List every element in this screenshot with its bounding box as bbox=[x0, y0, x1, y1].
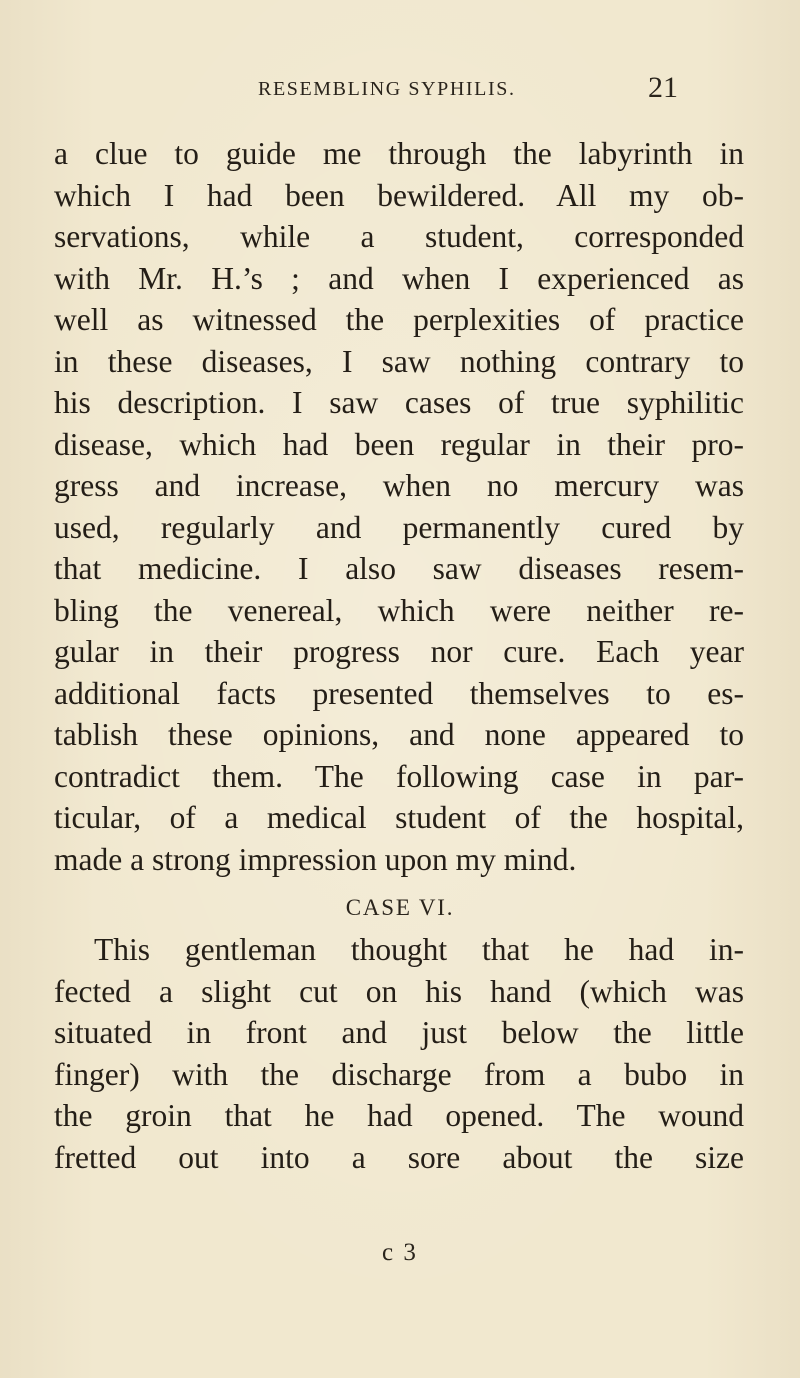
text-line: gress and increase, when no mercury was bbox=[54, 468, 744, 503]
text-line: fected a slight cut on his hand (which was bbox=[54, 973, 744, 1009]
paragraph-1 bbox=[54, 133, 744, 880]
text-line: which I had been bewildered. All my ob- bbox=[54, 177, 744, 213]
text-line: disease, which had been regular in their pro- bbox=[54, 426, 744, 462]
text-line: finger) with the discharge from a bubo in bbox=[54, 1056, 744, 1092]
text-line: his description. I saw cases of true syphilitic bbox=[54, 385, 744, 420]
text-line: that medicine. I also saw diseases resem- bbox=[54, 551, 744, 586]
text-line: servations, while a student, corresponded bbox=[54, 219, 744, 254]
text-line: made a strong impression upon my mind. bbox=[54, 841, 577, 877]
text-line: situated in front and just below the little bbox=[54, 1015, 744, 1050]
text-line: used, regularly and permanently cured by bbox=[54, 509, 744, 545]
case-heading: CASE VI. bbox=[345, 895, 455, 920]
text-line: This gentleman thought that he had in- bbox=[94, 932, 744, 967]
text-line: the groin that he had opened. The wound bbox=[54, 1098, 744, 1133]
running-head: RESEMBLING SYPHILIS. bbox=[258, 78, 516, 100]
page-number: 21 bbox=[648, 71, 678, 104]
text-line: a clue to guide me through the labyrinth in bbox=[54, 136, 744, 171]
text-line: with Mr. H.’s ; and when I experienced as bbox=[54, 260, 744, 296]
text-line: in these diseases, I saw nothing contrary to bbox=[54, 343, 744, 379]
paragraph-2 bbox=[54, 929, 744, 1178]
signature-mark: c 3 bbox=[382, 1239, 418, 1266]
text-line: contradict them. The following case in par- bbox=[54, 758, 744, 794]
text-line: fretted out into a sore about the size bbox=[54, 1139, 744, 1175]
text-line: tablish these opinions, and none appeared to bbox=[54, 717, 744, 752]
text-line: gular in their progress nor cure. Each year bbox=[54, 634, 744, 669]
text-line: well as witnessed the perplexities of practice bbox=[54, 302, 744, 337]
text-line: additional facts presented themselves to es- bbox=[54, 675, 744, 711]
text-line: bling the venereal, which were neither re- bbox=[54, 592, 744, 628]
text-line: ticular, of a medical student of the hospital, bbox=[54, 800, 744, 835]
